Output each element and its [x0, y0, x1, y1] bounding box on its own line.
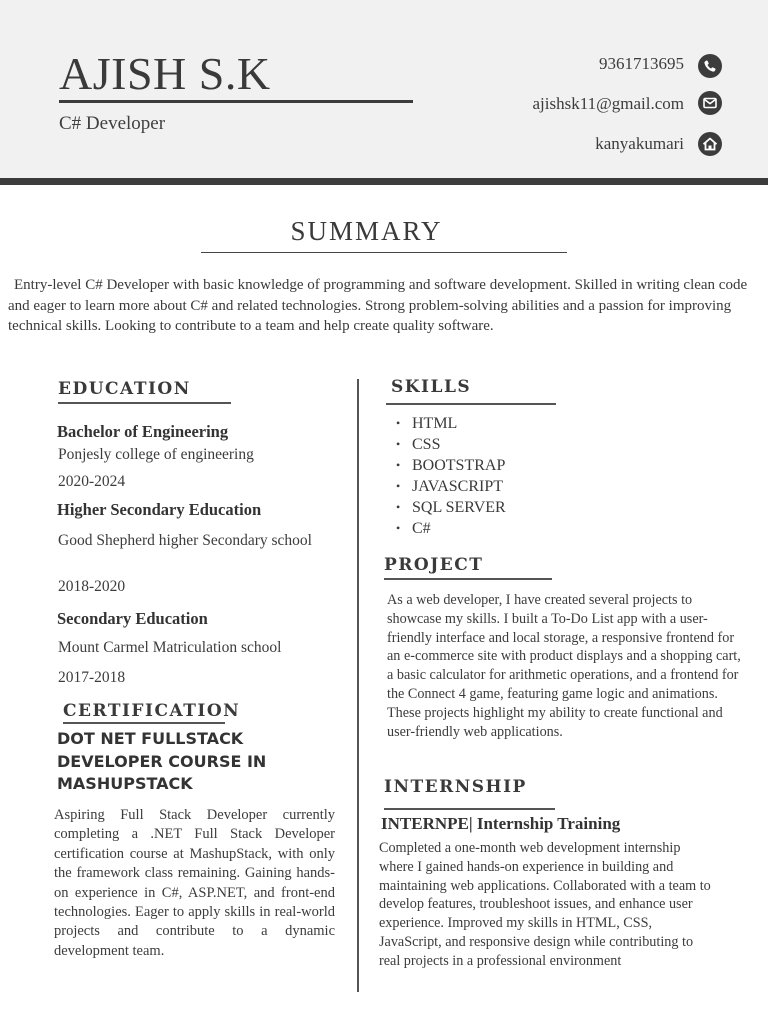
home-icon [698, 132, 722, 156]
candidate-name: AJISH S.K [59, 48, 271, 99]
header-bottom-bar [0, 178, 768, 185]
skill-item: • C# [394, 518, 506, 539]
skills-heading: SKILLS [391, 377, 472, 397]
education-degree: Higher Secondary Education [57, 500, 262, 519]
education-institution: Good Shepherd higher Secondary school [58, 532, 312, 549]
name-underline [59, 100, 413, 103]
summary-paragraph: Entry-level C# Developer with basic knowledge of programming and software development. Skilled in writing clean code and eager to learn more about C# and related technologies. Strong problem-solving abilities and a passion for improving technical skills. Looking to contribute to a team and help create quality software. [8, 277, 748, 334]
skills-underline [386, 403, 556, 405]
skills-list [394, 413, 506, 539]
contact-location: kanyakumari [595, 134, 684, 153]
education-heading: EDUCATION [58, 379, 191, 399]
skill-item: • JAVASCRIPT [394, 476, 506, 497]
project-underline [384, 578, 552, 580]
skill-item: • BOOTSTRAP [394, 455, 506, 476]
summary-underline [201, 252, 567, 253]
internship-heading: INTERNSHIP [384, 777, 527, 797]
project-heading: PROJECT [384, 555, 484, 575]
internship-description: Completed a one-month web development internship where I gained hands-on experience in building and maintaining web applications. Collaborated with a team to develop features, troubleshoot issues, and enhance user experience. Improved my skills in HTML, CSS, JavaScript, and responsive design while contributing to real projects in a professional environment [379, 840, 711, 969]
certification-name: DOT NET FULLSTACK DEVELOPER COURSE IN MASHUPSTACK [57, 729, 267, 793]
education-underline [58, 402, 231, 404]
skill-item: • CSS [394, 434, 506, 455]
column-divider [357, 379, 359, 992]
education-years: 2020-2024 [58, 473, 126, 490]
certification-description: Aspiring Full Stack Developer currently completing a .NET Full Stack Developer certification course at MashupStack, with only the framework class remaining. Gaining hands-on experience in C#, ASP.NET, and front-end technologies. Eager to apply skills in real-world projects and contribute to a dynamic development team. [54, 807, 335, 959]
skill-item: • HTML [394, 413, 506, 434]
phone-icon [698, 54, 722, 78]
email-icon [698, 91, 722, 115]
skill-item: • SQL SERVER [394, 497, 506, 518]
education-institution: Ponjesly college of engineering [58, 446, 254, 463]
job-title: C# Developer [59, 113, 166, 134]
education-degree: Bachelor of Engineering [57, 422, 229, 441]
summary-heading: SUMMARY [290, 216, 443, 246]
education-degree: Secondary Education [57, 609, 208, 628]
internship-underline [384, 808, 555, 810]
education-years: 2018-2020 [58, 578, 126, 595]
education-years: 2017-2018 [58, 669, 126, 686]
certification-heading: CERTIFICATION [63, 701, 241, 721]
contact-phone[interactable]: 9361713695 [599, 54, 684, 73]
internship-title: INTERNPE| Internship Training [381, 814, 621, 833]
certification-underline [63, 722, 225, 724]
project-description: As a web developer, I have created several projects to showcase my skills. I built a To-Do List app with a user-friendly interface and local storage, a responsive frontend for an e-commerce site with product displays and a shopping cart, a basic calculator for arithmetic operations, and a frontend for the Connect 4 game, featuring game logic and animations. These projects highlight my ability to create functional and user-friendly web applications. [387, 592, 741, 740]
contact-email[interactable]: ajishsk11@gmail.com [532, 94, 684, 113]
education-institution: Mount Carmel Matriculation school [58, 639, 282, 656]
